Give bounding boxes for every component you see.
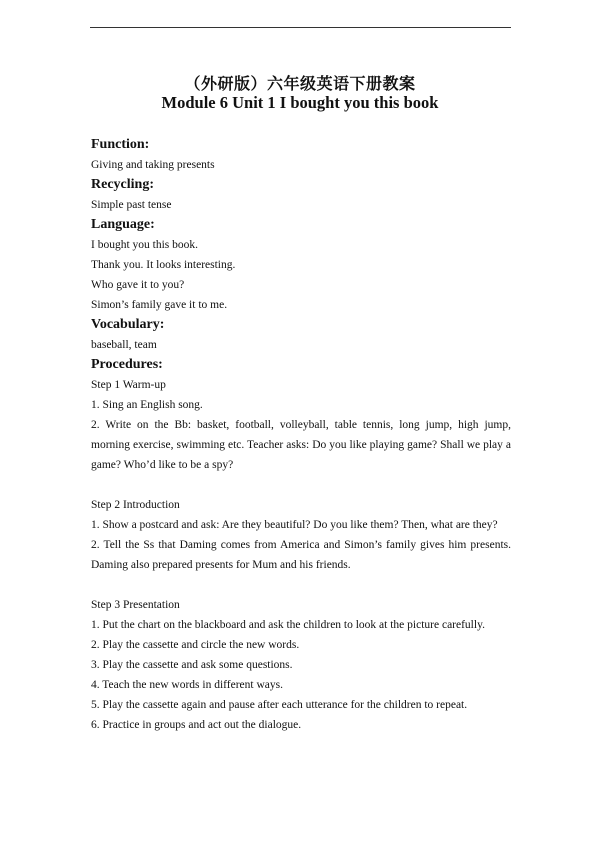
vocabulary-text: baseball, team <box>91 339 157 351</box>
recycling-text: Simple past tense <box>91 199 172 211</box>
step1-title: Step 1 Warm-up <box>91 379 166 391</box>
step3-title: Step 3 Presentation <box>91 599 180 611</box>
function-text: Giving and taking presents <box>91 159 215 171</box>
document-body <box>91 135 511 735</box>
spacer <box>91 475 511 495</box>
step3-item: 5. Play the cassette again and pause after each utterance for the children to repeat. <box>91 699 468 711</box>
step2-title: Step 2 Introduction <box>91 499 180 511</box>
procedures-heading: Procedures: <box>91 357 163 372</box>
spacer <box>91 575 511 595</box>
step2-item: 1. Show a postcard and ask: Are they beautiful? Do you like them? Then, what are they? <box>91 519 498 531</box>
function-heading: Function: <box>91 137 150 152</box>
document-title-english: Module 6 Unit 1 I bought you this book <box>161 93 439 112</box>
step1-item: 1. Sing an English song. <box>91 399 203 411</box>
language-line: Thank you. It looks interesting. <box>91 259 236 271</box>
step3-item: 6. Practice in groups and act out the dialogue. <box>91 719 302 731</box>
step3-item: 4. Teach the new words in different ways. <box>91 679 283 691</box>
step3-item: 2. Play the cassette and circle the new words. <box>91 639 300 651</box>
language-line: Who gave it to you? <box>91 279 185 291</box>
language-line: I bought you this book. <box>91 239 199 251</box>
step1-item: 2. Write on the Bb: basket, football, volleyball, table tennis, long jump, high jump, morning exercise, swimming etc. Teacher asks: Do you like playing game? Shall we play a game? Who’d like to be a spy? <box>91 419 511 471</box>
step3-item: 1. Put the chart on the blackboard and ask the children to look at the picture carefully. <box>91 619 485 631</box>
vocabulary-heading: Vocabulary: <box>91 317 165 332</box>
language-heading: Language: <box>91 217 155 232</box>
step2-item: 2. Tell the Ss that Daming comes from America and Simon’s family gives him presents. Daming also prepared presents for Mum and his friends. <box>91 539 511 571</box>
language-line: Simon’s family gave it to me. <box>91 299 228 311</box>
step3-item: 3. Play the cassette and ask some questions. <box>91 659 293 671</box>
header-rule <box>90 27 511 28</box>
recycling-heading: Recycling: <box>91 177 154 192</box>
document-title-chinese: （外研版）六年级英语下册教案 <box>184 76 416 93</box>
